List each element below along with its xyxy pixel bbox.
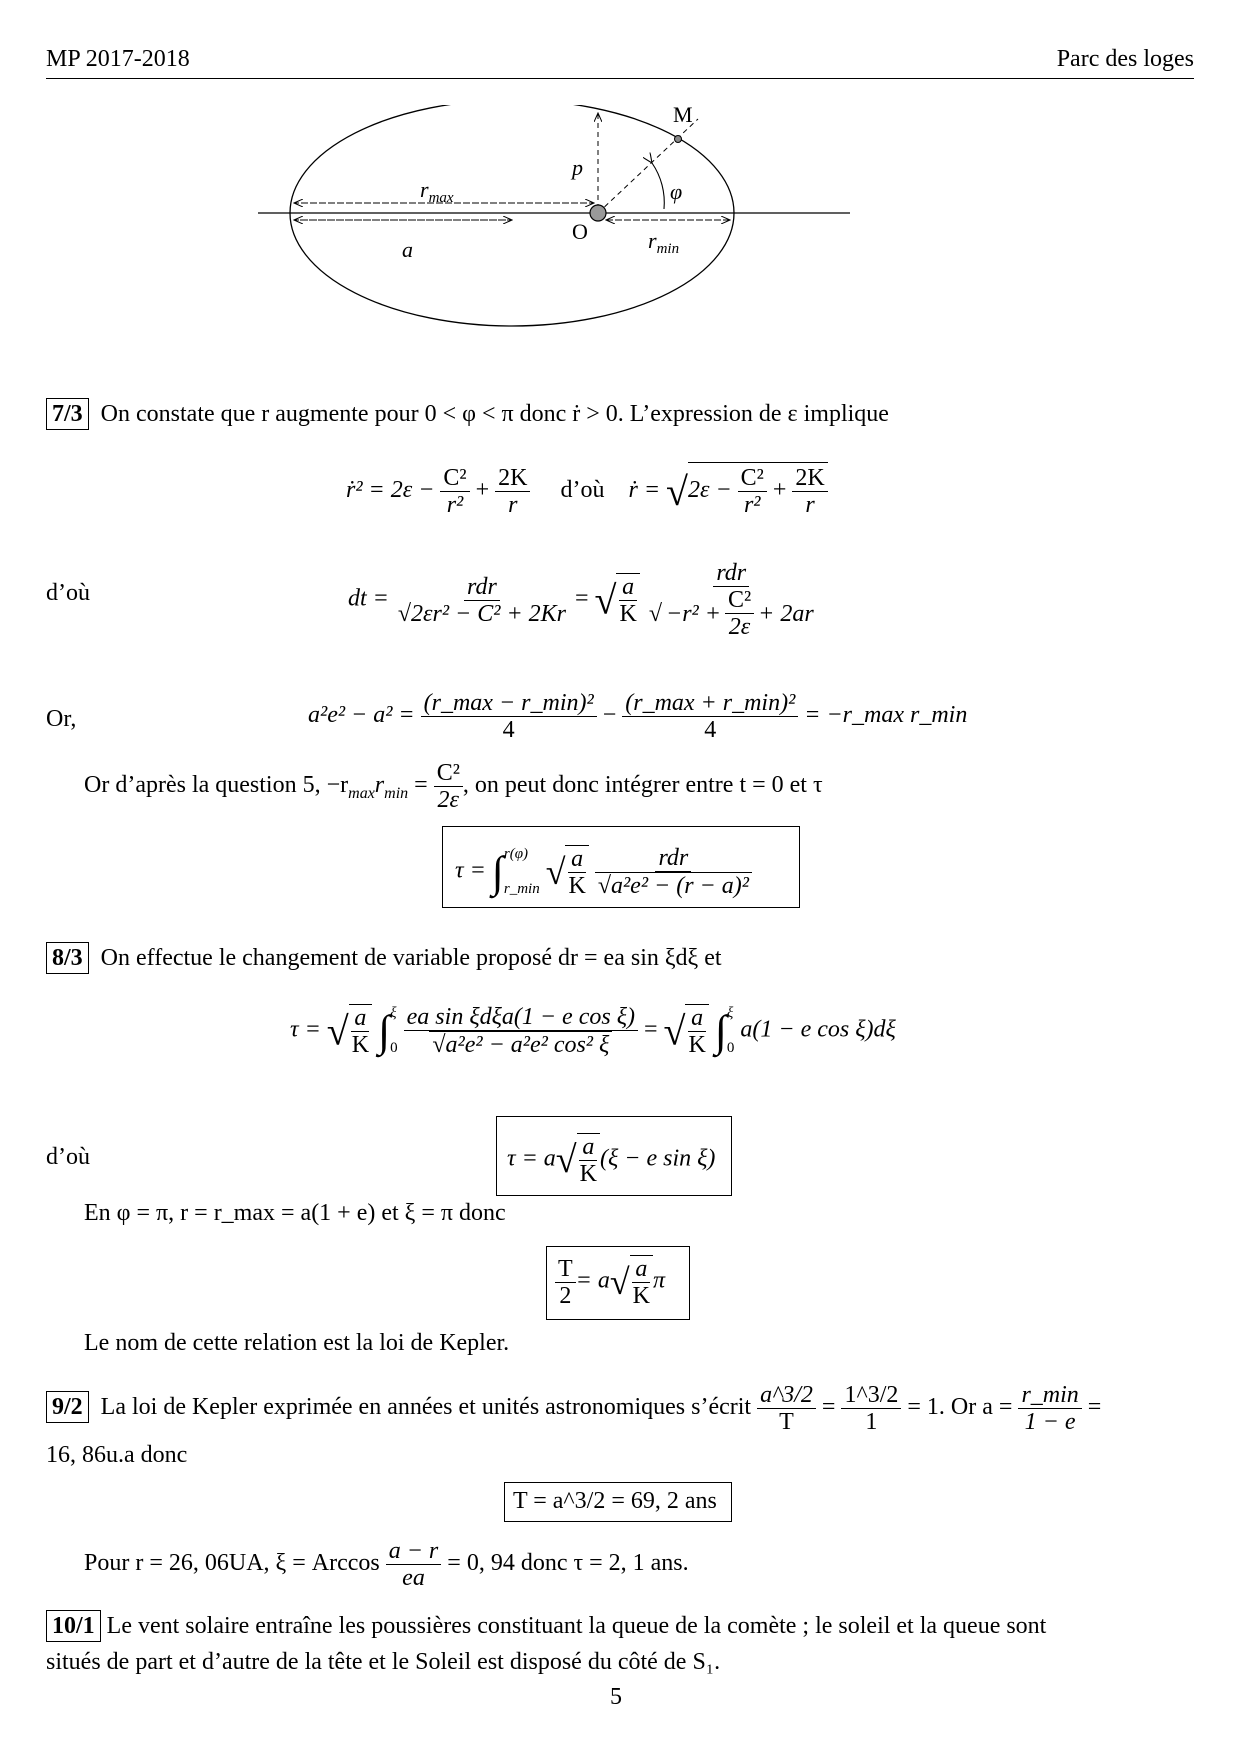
- dt-f-num: rdr: [464, 574, 500, 601]
- q8-eq: τ = √ $\frac{a}{K}$ ∫ ξ 0 $\frac{\text{ea sin ξdξa(1 − e cos ξ)}}{\text{√a²e² − a²e² cos² ξ}}$ = √ $\frac{a}{K}$ ∫ ξ 0 a(1 − e cos ξ)dξ: [290, 1004, 896, 1058]
- eq1-f1-num: C²: [440, 465, 469, 492]
- q8-int2-low: 0: [726, 1040, 735, 1056]
- label-rmin: $r_{min}$: [648, 228, 680, 257]
- q8-int2-up: ξ: [726, 1005, 734, 1021]
- or-minus: −: [602, 702, 617, 729]
- q7-or2: [84, 760, 823, 813]
- dt-f-den: √2εr² − C² + 2Kr: [397, 600, 566, 627]
- dt-sq-den: K: [619, 601, 637, 627]
- q9-mid: = 1. Or a =: [907, 1394, 1013, 1421]
- q7-dt-eq: dt = $\frac{\text{rdr}}{\text{√2εr² − C² + 2Kr}}$ = √ $\frac{a}{K}$ rdr √ −r² + $\frac{\text{C²}}{2\varepsilon}$ + 2ar: [348, 560, 814, 640]
- dt-f2-d1: −r² +: [666, 600, 721, 627]
- q9-f3-num: r_min: [1018, 1382, 1081, 1409]
- or2-f-num: C²: [434, 760, 463, 787]
- or2-c: r: [374, 772, 385, 799]
- dt-f2-num: rdr: [713, 560, 749, 587]
- q8-box-a: τ = a: [507, 1145, 556, 1172]
- q8-tau-box: [496, 1116, 732, 1196]
- point-m: [675, 136, 682, 143]
- label-rmax: $r_{max}$: [420, 177, 454, 206]
- q8-rhs: a(1 − e cos ξ)dξ: [740, 1016, 896, 1043]
- q8-f-den: a²e² − a²e² cos² ξ: [445, 1032, 610, 1058]
- q9-pour: [84, 1538, 689, 1591]
- or-f1-den: 4: [502, 717, 515, 743]
- q8-int-low: 0: [390, 1040, 398, 1056]
- tau-box-sq-num: a: [568, 846, 586, 873]
- or-f2-num: (r_max + r_min)²: [622, 690, 798, 717]
- q9-box-text: T = a^3/2 = 69, 2 ans: [513, 1488, 717, 1514]
- q8-f-num: ea sin ξdξa(1 − e cos ξ): [404, 1004, 638, 1031]
- tau-box-sq-den: K: [568, 873, 586, 899]
- q7-dou-label: d’où: [46, 580, 90, 606]
- eq1-sq-f2-den: r: [805, 492, 815, 518]
- q9-line2: 16, 86u.a donc: [46, 1442, 188, 1468]
- question-tag: 8/3: [46, 942, 89, 974]
- q7-intro-line: [46, 398, 889, 430]
- q8-box-b: (ξ − e sin ξ): [600, 1145, 716, 1172]
- q8-en-line: En φ = π, r = r_max = a(1 + e) et ξ = π donc: [84, 1200, 506, 1226]
- q8-intro: On effectue le changement de variable proposé dr = ea sin ξdξ et: [100, 945, 722, 971]
- q9-pour-den: ea: [402, 1565, 425, 1591]
- or-f2-den: 4: [704, 717, 717, 743]
- label-m: M: [673, 105, 693, 127]
- q8-eq-sign: =: [643, 1016, 658, 1043]
- q9-pour-num: a − r: [386, 1538, 442, 1565]
- q10-text2: situés de part et d’autre de la tête et le Soleil est disposé du côté de S₁.: [46, 1649, 721, 1675]
- eq1-sq-f1-den: r²: [743, 492, 761, 518]
- q8-intro-line: [46, 942, 722, 974]
- q9-pour-a: Pour r = 26, 06UA, ξ = Arccos: [84, 1550, 380, 1577]
- tau-box-lower: r_min: [503, 881, 540, 897]
- eq1-plus: +: [475, 477, 490, 504]
- tau-box-left: τ =: [455, 857, 486, 884]
- orbit-ellipse: [290, 105, 734, 326]
- q9-intro-line: [46, 1382, 1101, 1435]
- q7-tau-box: [442, 826, 800, 908]
- eq1-f1-den: r²: [446, 492, 464, 518]
- period-sq-den: K: [632, 1283, 650, 1309]
- q8-sq-den: K: [351, 1032, 370, 1058]
- period-pi: π: [652, 1267, 666, 1294]
- q9-period-box: [504, 1482, 732, 1522]
- question-tag: 7/3: [46, 398, 89, 430]
- label-p: p: [572, 155, 583, 180]
- orbit-figure: [250, 105, 970, 375]
- q8-period-content: $\frac{T}{2}$ = a√ $\frac{a}{K}$ π: [555, 1255, 665, 1309]
- or-f1-num: (r_max − r_min)²: [421, 690, 597, 717]
- or2-b: max: [348, 784, 375, 802]
- eq1-f2-den: r: [508, 492, 518, 518]
- dt-eq: =: [574, 585, 589, 612]
- q10-text1: Le vent solaire entraîne les poussières constituant la queue de la comète ; le soleil et la queue sont: [106, 1613, 1047, 1639]
- school-label: Parc des loges: [1056, 46, 1194, 72]
- q7-or-eq: [308, 690, 967, 743]
- period-den: 2: [559, 1282, 572, 1309]
- q8-sq2-den: K: [688, 1032, 706, 1058]
- dt-f2-dd: 2ε: [728, 614, 751, 640]
- tau-box-f-num: rdr: [655, 845, 691, 872]
- dt-f2-dn: C²: [725, 587, 754, 614]
- q8-kepler: Le nom de cette relation est la loi de Kepler.: [84, 1330, 510, 1356]
- q10-paragraph: [46, 1608, 1194, 1680]
- q9-f1-den: T: [779, 1409, 794, 1435]
- period-eq: = a: [575, 1267, 610, 1294]
- q7-intro: On constate que r augmente pour 0 < φ < π donc ṙ > 0. L’expression de ε implique: [100, 401, 889, 427]
- q8-tau: τ =: [290, 1016, 321, 1043]
- q9-eq: =: [821, 1394, 836, 1421]
- q8-sq-num: a: [351, 1005, 369, 1032]
- or2-f-den: 2ε: [437, 787, 460, 813]
- eq1-left: ṙ² = 2ε −: [346, 477, 435, 504]
- page-header: [46, 44, 1194, 79]
- eq1-sq-plus: +: [772, 477, 787, 504]
- focus-point: [590, 205, 606, 221]
- or-right: = −r_max r_min: [804, 702, 968, 729]
- eq1-donc: d’où: [560, 477, 605, 504]
- course-label: MP 2017-2018: [46, 46, 190, 72]
- q8-tau-box-content: τ = a√ $\frac{a}{K}$ (ξ − e sin ξ): [507, 1134, 716, 1187]
- eq1-sqrt: 2ε −: [687, 477, 732, 504]
- q8-period-box: [546, 1246, 690, 1320]
- q9-intro: La loi de Kepler exprimée en années et unités astronomiques s’écrit: [100, 1394, 752, 1421]
- dt-f2-d2: + 2ar: [758, 600, 814, 627]
- tau-box-content: τ = ∫ r(φ) r_min √ $\frac{a}{K}$ $\frac{\text{rdr}}{\text{√a²e² − (r − a)²}}$: [455, 845, 752, 899]
- q8-box-sq-num: a: [579, 1134, 597, 1161]
- q9-f1-num: a^3/2: [757, 1382, 816, 1409]
- or2-g: , on peut donc intégrer entre t = 0 et τ: [462, 772, 823, 799]
- page-number: 5: [610, 1684, 622, 1710]
- dt-left: dt =: [348, 585, 389, 612]
- q9-end: =: [1087, 1394, 1102, 1421]
- q8-box-sq-den: K: [579, 1161, 597, 1187]
- label-phi: φ: [670, 179, 683, 204]
- eq1-f2-num: 2K: [495, 465, 530, 492]
- or2-a: Or d’après la question 5, −r: [84, 772, 349, 799]
- q7-or-label: Or,: [46, 706, 77, 732]
- eq1-sq-f1-num: C²: [738, 465, 767, 492]
- q9-pour-b: = 0, 94 donc τ = 2, 1 ans.: [447, 1550, 689, 1577]
- period-num: T: [555, 1256, 576, 1283]
- q8-int-up: ξ: [390, 1005, 397, 1021]
- q9-f2-den: 1: [865, 1409, 878, 1435]
- or2-d: min: [384, 784, 409, 802]
- q9-f3-den: 1 − e: [1024, 1409, 1076, 1435]
- q8-sq2-num: a: [688, 1005, 706, 1032]
- or2-e: =: [408, 772, 428, 799]
- q9-f2-num: 1^3/2: [841, 1382, 901, 1409]
- label-o: O: [572, 219, 588, 244]
- or-left: a²e² − a² =: [308, 702, 415, 729]
- question-tag: 10/1: [46, 1610, 101, 1642]
- dt-sq-num: a: [619, 574, 637, 601]
- eq1-sq-f2-num: 2K: [792, 465, 827, 492]
- period-sq-num: a: [632, 1256, 650, 1283]
- tau-box-upper: r(φ): [503, 846, 528, 862]
- label-a: a: [402, 237, 413, 262]
- eq1-right: ṙ =: [628, 477, 661, 504]
- q8-dou-label: d’où: [46, 1144, 90, 1170]
- question-tag: 9/2: [46, 1391, 89, 1423]
- q7-eq1: ṙ² = 2ε − $\frac{\text{C²}}{\text{r²}}$ + $\frac{2K}{r}$ d’où ṙ = √2ε − $\frac{\text{C²}}{\text{r²}}$ + $\frac{2K}{r}$: [346, 462, 828, 518]
- tau-box-f-den: a²e² − (r − a)²: [610, 873, 749, 899]
